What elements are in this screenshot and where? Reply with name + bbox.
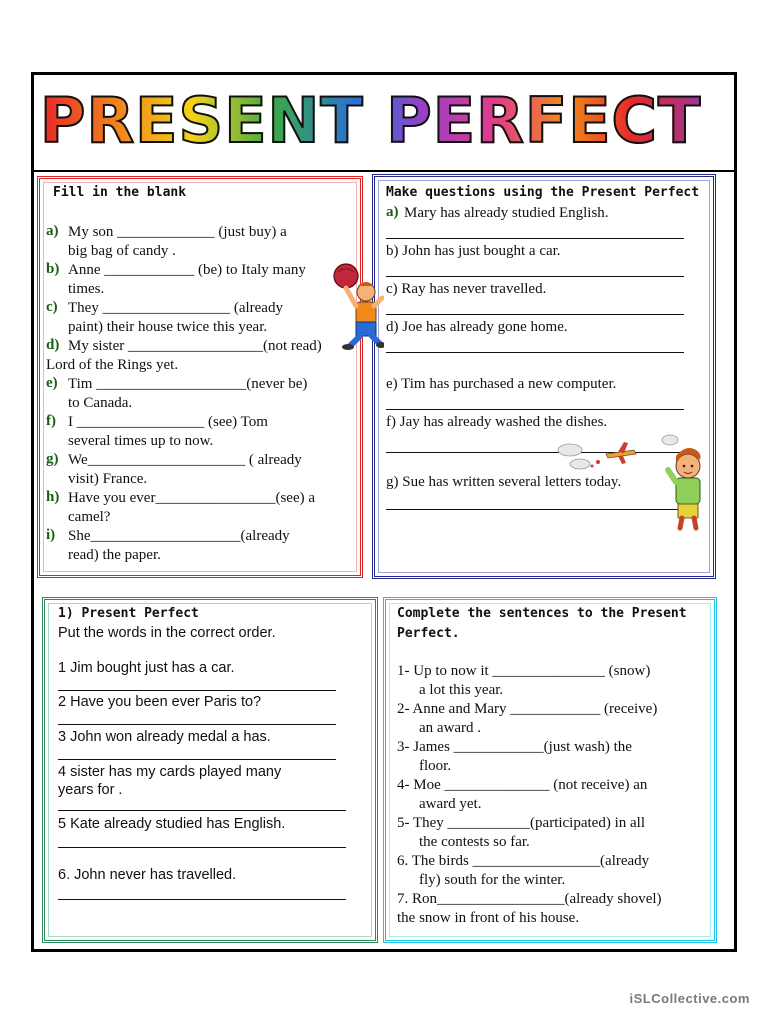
question-prompt: d) Joe has already gone home. [386, 319, 568, 335]
section3-heading: 1) Present Perfect [58, 606, 199, 621]
item-text: Have you ever________________(see) a [68, 490, 316, 506]
answer-line[interactable] [386, 409, 684, 410]
airplane-clouds-illustration [556, 438, 640, 472]
answer-line[interactable] [386, 509, 684, 510]
item-text: Anne ____________ (be) to Italy many [68, 262, 306, 278]
item-label: b) [46, 261, 60, 277]
scrambled-sentence-continued: years for . [58, 782, 123, 798]
item-text-continued: big bag of candy . [68, 243, 176, 259]
question-prompt: g) Sue has written several letters today. [386, 474, 622, 490]
answer-line[interactable] [386, 276, 684, 277]
question-prompt: f) Jay has already washed the dishes. [386, 414, 608, 430]
answer-line[interactable] [386, 452, 686, 453]
sentence-item-continued: fly) south for the winter. [419, 872, 566, 888]
answer-line[interactable] [386, 238, 684, 239]
item-label: c) [46, 299, 58, 315]
sentence-item-continued: the contests so far. [419, 834, 530, 850]
item-label: a) [46, 223, 59, 239]
answer-line[interactable] [58, 810, 346, 811]
item-text-continued: several times up to now. [68, 433, 214, 449]
sentence-item: 2- Anne and Mary ____________ (receive) [397, 701, 658, 717]
section4-heading-line2: Perfect. [397, 626, 460, 641]
question-prompt: c) Ray has never travelled. [386, 281, 547, 297]
item-label: e) [46, 375, 58, 391]
answer-line[interactable] [386, 352, 684, 353]
item-text-continued: to Canada. [68, 395, 133, 411]
item-label: g) [46, 451, 59, 467]
sentence-item-continued: floor. [419, 758, 452, 774]
answer-line[interactable] [58, 690, 336, 691]
scrambled-sentence: 5 Kate already studied has English. [58, 816, 286, 832]
sentence-item-continued: the snow in front of his house. [397, 910, 580, 926]
answer-line[interactable] [58, 899, 346, 900]
answer-line[interactable] [386, 314, 684, 315]
answer-line[interactable] [58, 847, 346, 848]
kid-waving-illustration [660, 432, 712, 532]
item-label: f) [46, 413, 56, 429]
title-divider [34, 170, 734, 172]
item-label: i) [46, 527, 56, 543]
section3-instruction: Put the words in the correct order. [58, 625, 276, 641]
kid-with-ball-illustration [328, 262, 384, 350]
sentence-item: 6. The birds _________________(already [397, 853, 650, 869]
scrambled-sentence: 6. John never has travelled. [58, 867, 237, 883]
sentence-item: 5- They ___________(participated) in all [397, 815, 645, 831]
item-text: We_____________________ ( already [68, 452, 302, 468]
item-text-continued: read) the paper. [68, 547, 161, 563]
question-prompt: Mary has already studied English. [404, 205, 609, 221]
scrambled-sentence: 4 sister has my cards played many [58, 764, 282, 780]
item-label: a) [386, 204, 399, 220]
section1-heading: Fill in the blank [53, 185, 187, 200]
item-text-continued: camel? [68, 509, 111, 525]
sentence-item: 1- Up to now it _______________ (snow) [397, 663, 651, 679]
item-text: My son _____________ (just buy) a [68, 224, 287, 240]
scrambled-sentence: 3 John won already medal a has. [58, 729, 271, 745]
item-label: h) [46, 489, 60, 505]
sentence-item: 7. Ron_________________(already shovel) [397, 891, 662, 907]
sentence-item-continued: an award . [419, 720, 482, 736]
sentence-item-continued: award yet. [419, 796, 482, 812]
sentence-item-continued: a lot this year. [419, 682, 504, 698]
source-credit: iSLCollective.com [629, 991, 750, 1006]
item-text: My sister __________________(not read) [68, 338, 322, 354]
item-text: I _________________ (see) Tom [68, 414, 268, 430]
item-text: She____________________(already [68, 528, 290, 544]
item-text-continued: times. [68, 281, 105, 297]
section2-heading: Make questions using the Present Perfect [386, 185, 700, 200]
item-text: Tim ____________________(never be) [68, 376, 308, 392]
question-prompt: e) Tim has purchased a new computer. [386, 376, 617, 392]
page-title: PRESENT PERFECT [40, 86, 730, 156]
item-text-continued: paint) their house twice this year. [68, 319, 268, 335]
item-label: d) [46, 337, 60, 353]
sentence-item: 4- Moe ______________ (not receive) an [397, 777, 648, 793]
answer-line[interactable] [58, 724, 336, 725]
question-prompt: b) John has just bought a car. [386, 243, 561, 259]
scrambled-sentence: 2 Have you been ever Paris to? [58, 694, 262, 710]
item-text-continued: Lord of the Rings yet. [46, 357, 179, 373]
item-text-continued: visit) France. [68, 471, 148, 487]
section4-heading-line1: Complete the sentences to the Present [397, 606, 687, 621]
scrambled-sentence: 1 Jim bought just has a car. [58, 660, 235, 676]
answer-line[interactable] [58, 759, 336, 760]
item-text: They _________________ (already [68, 300, 283, 316]
sentence-item: 3- James ____________(just wash) the [397, 739, 632, 755]
